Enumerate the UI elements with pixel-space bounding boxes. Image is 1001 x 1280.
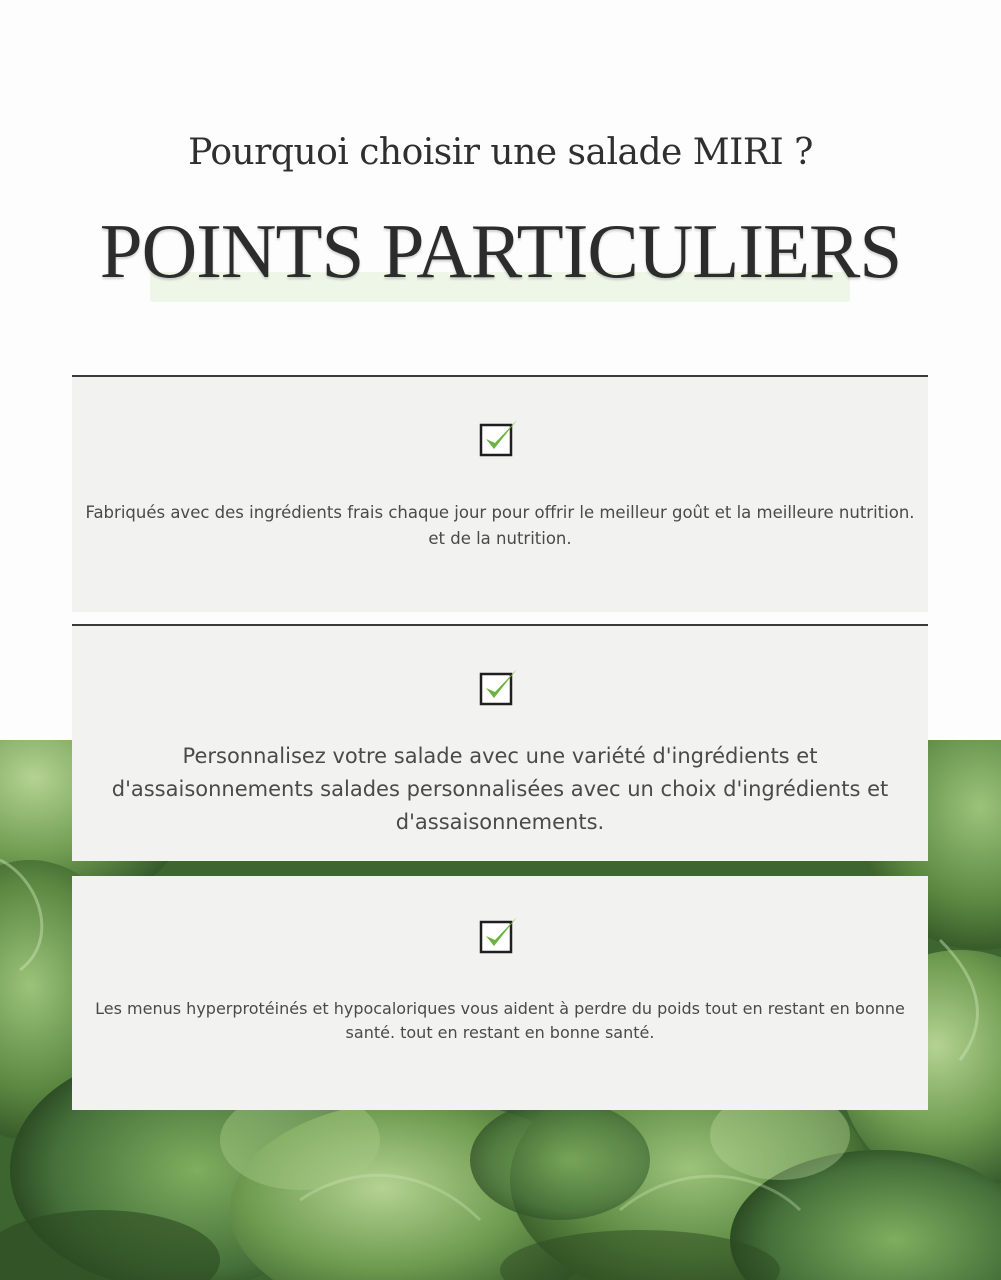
check-box-icon: [479, 666, 521, 708]
page-subtitle: Pourquoi choisir une salade MIRI ?: [188, 132, 813, 173]
feature-card: [72, 876, 928, 1110]
feature-text: Fabriqués avec des ingrédients frais chaque jour pour offrir le meilleur goût et la meilleure nutrition. et de la nutrition.: [85, 503, 915, 548]
check-box-icon: [479, 417, 521, 459]
feature-card: [72, 375, 928, 612]
page-title: POINTS PARTICULIERS: [99, 208, 902, 294]
check-box-icon: [479, 914, 521, 956]
feature-text: Les menus hyperprotéinés et hypocaloriques vous aident à perdre du poids tout en restant en bonne santé. tout en restant en bonne santé.: [95, 999, 905, 1042]
feature-card: [72, 624, 928, 861]
feature-text: Personnalisez votre salade avec une variété d'ingrédients et d'assaisonnements salades personnalisées avec un choix d'ingrédients et d'assaisonnements.: [111, 744, 889, 834]
